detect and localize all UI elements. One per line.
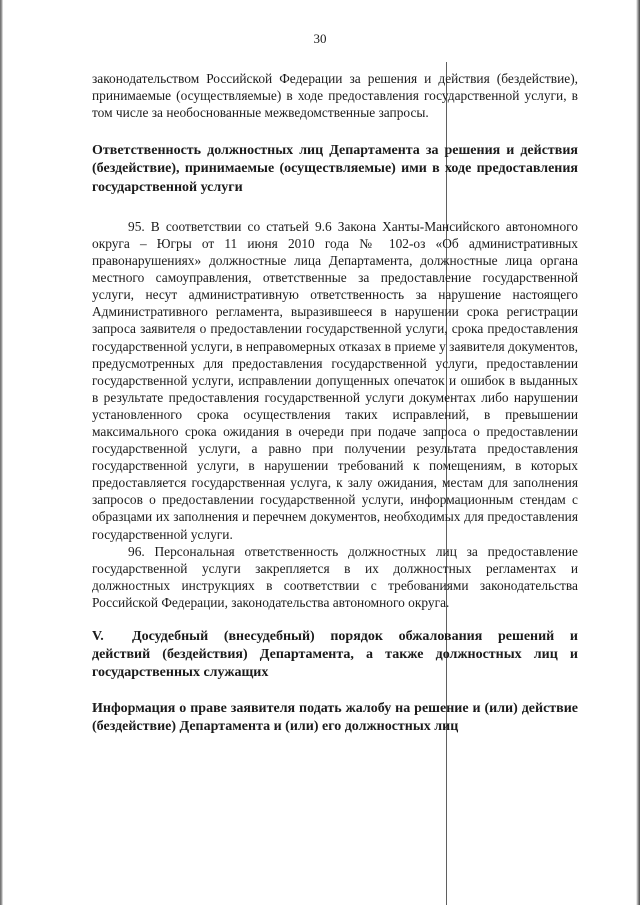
document-body: [92, 70, 578, 736]
paragraph-96: 96. Персональная ответственность должностных лиц за предоставление государственной услуги закрепляется в их должностных регламентах и должностных инструкциях в соответствии с требованиями законодательства Российской Федерации, законодательства автономного округа.: [92, 543, 578, 610]
heading-complaint-right: Информация о праве заявителя подать жалобу на решение и (или) действие (бездействие) Департамента и (или) его должностных лиц: [92, 700, 578, 734]
scan-left-edge: [0, 0, 3, 905]
continuation-paragraph: законодательством Российской Федерации за решения и действия (бездействие), принимаемые (осуществляемые) в ходе предоставления государственной услуги, в том числе за необоснованные межведомственные запросы.: [92, 71, 578, 121]
section-heading: [92, 628, 578, 683]
section-number: V.: [92, 629, 104, 645]
heading-responsibility: Ответственность должностных лиц Департамента за решения и действия (бездействие), принимаемые (осуществляемые) ими в ходе предоставления государственной услуги: [92, 143, 578, 195]
scan-right-edge: [636, 0, 640, 905]
paragraph-95: 95. В соответствии со статьей 9.6 Закона Ханты-Мансийского автономного округа – Югры от 11 июня 2010 года № 102-оз «Об административных правонарушениях» должностные лица Департамента, должностные лица органа местного самоуправления, ответственные за предоставление государственной услуги, несут административную ответственность за нарушение настоящего Административного регламента, выразившееся в нарушении срока регистрации запроса заявителя о предоставлении государственной услуги, срока предоставления государственной услуги, в неправомерных отказах в приеме у заявителя документов, предусмотренных для предоставления государственной услуги, предоставлении государственной услуги, исправлении допущенных опечаток и ошибок в выданных в результате предоставления государственной услуги документах либо нарушении установленного срока осуществления таких исправлений, в превышении максимального срока ожидания в очереди при подаче запроса о предоставлении государственной услуги, а равно при получении результата предоставления государственной услуги, в нарушении требований к помещениям, в которых предоставляется государственная услуга, к залу ожидания, местам для заполнения запросов о предоставлении государственной услуги, информационным стендам с образцами их заполнения и перечнем документов, необходимых для предоставления государственной услуги.: [92, 218, 578, 542]
page-number: 30: [313, 31, 327, 46]
section-title: Досудебный (внесудебный) порядок обжалования решений и действий (бездействия) Департамента, а также должностных лиц и государственных служащих: [92, 629, 578, 681]
